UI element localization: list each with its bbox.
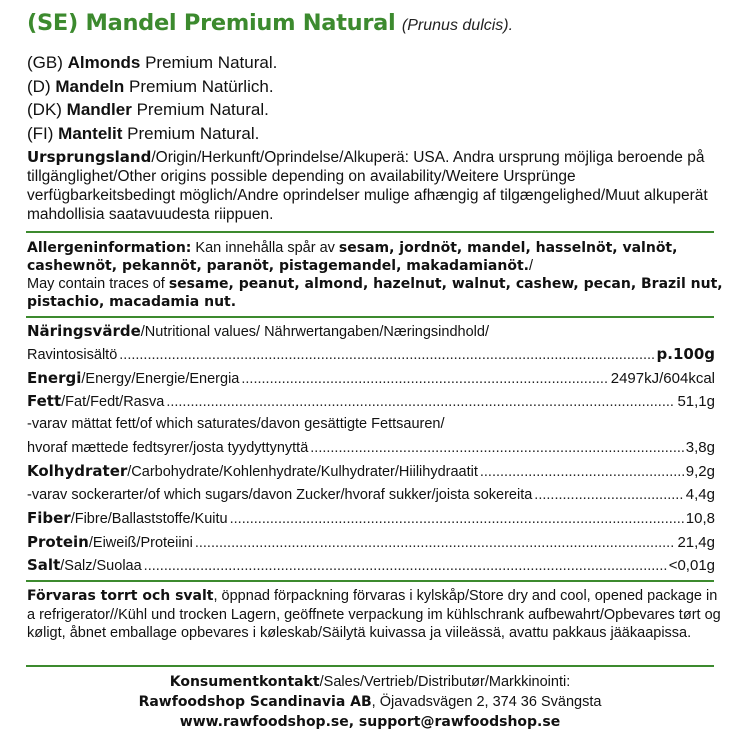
nutrition-row-carbohydrate: Kolhydrater/Carbohydrate/Kohlenhydrate/Kulhydrater/Hiilihydraatit ..... 9,2g xyxy=(27,462,715,485)
allergen-label: Allergeninformation: xyxy=(27,240,192,256)
nutrition-row-saturates-label: -varav mättat fett/of which saturates/davon gesättigte Fettsauren/ xyxy=(27,415,445,432)
nutrition-row-fiber: Fiber/Fibre/Ballaststoffe/Kuitu ..... 10,8 xyxy=(27,509,715,532)
nutrition-row-protein: Protein/Eiweiß/Proteiini ..... 21,4g xyxy=(27,533,715,556)
nutrition-per-row: Ravintosisältö ..... p.100g xyxy=(27,345,715,368)
divider xyxy=(26,316,714,318)
website-email: www.rawfoodshop.se, support@rawfoodshop.se xyxy=(179,714,561,730)
allergen-list-en: sesame, peanut, almond, hazelnut, walnut, cashew, pecan, Brazil nut, pistachio, macadamia nut. xyxy=(27,276,723,310)
product-title: (SE) Mandel Premium Natural xyxy=(27,10,396,36)
name-de: (D) Mandeln Premium Natürlich. xyxy=(27,76,274,96)
allergen-list-se: sesam, jordnöt, mandel, hasselnöt, valnöt, cashewnöt, pekannöt, paranöt, pistagemandel, makadamianöt. xyxy=(27,240,678,274)
consumer-contact: Konsumentkontakt/Sales/Vertrieb/Distributør/Markkinointi: Rawfoodshop Scandinavia AB, Öjavadsvägen 2, 374 36 Svängsta www.rawfoodshop.se, support@rawfoodshop.se xyxy=(138,674,602,730)
nutrition-row-sugars: -varav sockerarter/of which sugars/davon Zucker/hvoraf sukker/joista sokereita ..... 4,4g xyxy=(27,486,715,509)
divider xyxy=(26,231,714,233)
origin-info xyxy=(27,148,727,224)
company-name: Rawfoodshop Scandinavia AB xyxy=(138,694,372,710)
name-fi: (FI) Mantelit Premium Natural. xyxy=(27,123,260,143)
name-gb: (GB) Almonds Premium Natural. xyxy=(27,53,278,72)
nutrition-row-energy: Energi/Energy/Energie/Energia ..... 2497kJ/604kcal xyxy=(27,369,715,392)
allergen-info: Allergeninformation: Kan innehålla spår av sesam, jordnöt, mandel, hasselnöt, valnöt, cashewnöt, pekannöt, paranöt, pistagemandel, makadamianöt./ May contain traces of sesame, peanut, almond, hazelnut, walnut, cashew, pecan, Brazil nut, pistachio, macadamia nut. xyxy=(27,240,723,310)
name-dk: (DK) Mandler Premium Natural. xyxy=(27,100,269,119)
storage-info xyxy=(27,587,727,643)
translated-names xyxy=(27,51,277,145)
storage-text: , öppnad förpackning förvaras i kylskåp/Store dry and cool, opened package in a refrigerator//Kühl und trocken Lagern, geöffnete verpackung im kühlschrank aufbewahrt/Opbevares tørt og køligt, åbnet emballage opbevares i køleskab/Säilytä kuivassa ja viileässä, avattu pakkaus jääkaapissa. xyxy=(27,588,721,641)
origin-text: /Origin/Herkunft/Oprindelse/Alkuperä: USA. Andra ursprung möjliga beroende på tillgänglighet/Other origins possible depending on availability/Weitere Ursprünge verfügbarkeitsbedingt möglich/Andre oprindelser mulige afhængig af tilgængelighed/Muut alkuperät mahdollisia saatavuudesta riippuen. xyxy=(27,149,708,223)
storage-label: Förvaras torrt och svalt xyxy=(27,588,214,604)
nutrition-table xyxy=(27,322,715,579)
divider xyxy=(26,580,714,582)
company-address: , Öjavadsvägen 2, 374 36 Svängsta xyxy=(371,694,602,710)
latin-name: (Prunus dulcis). xyxy=(401,17,514,34)
divider xyxy=(26,665,714,667)
nutrition-row-fat: Fett/Fat/Fedt/Rasva ..... 51,1g xyxy=(27,392,715,415)
nutrition-row-salt: Salt/Salz/Suolaa ..... <0,01g xyxy=(27,556,715,579)
origin-label: Ursprungsland xyxy=(27,148,152,166)
nutrition-header: Näringsvärde/Nutritional values/ Nährwertangaben/Næringsindhold/ xyxy=(27,322,489,340)
contact-label: Konsumentkontakt xyxy=(169,674,320,690)
nutrition-row-saturates: hvoraf mættede fedtsyrer/josta tyydyttynyttä ..... 3,8g xyxy=(27,439,715,462)
header xyxy=(27,10,513,36)
